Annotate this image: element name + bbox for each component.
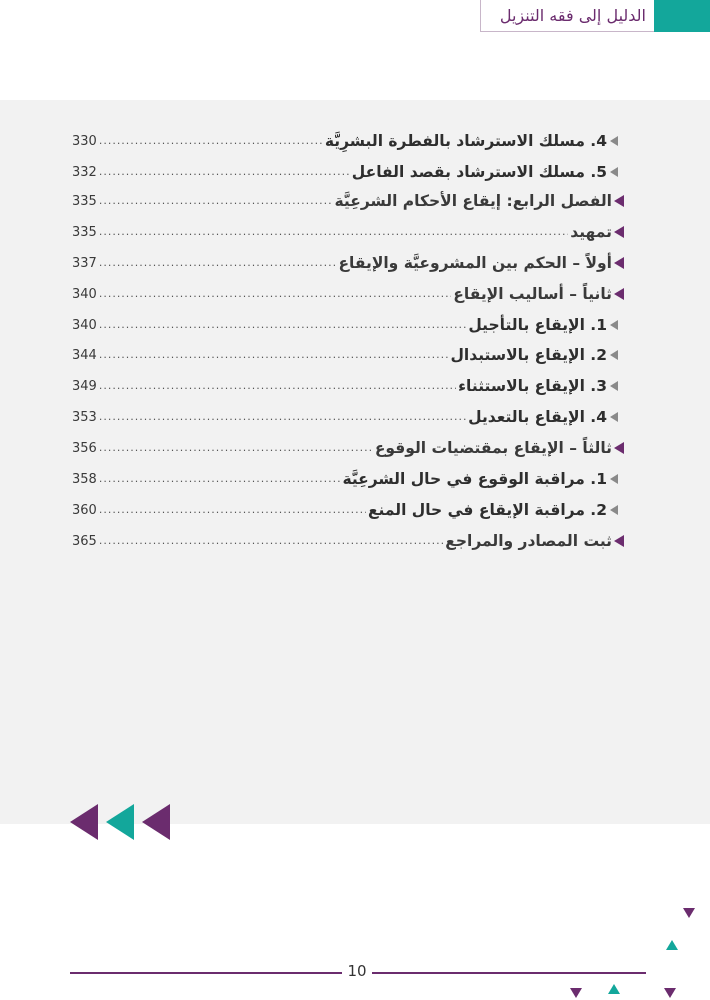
triangle-down-icon xyxy=(570,988,582,998)
leader-dots xyxy=(99,133,323,149)
leader-dots xyxy=(99,378,456,394)
leader-dots xyxy=(99,533,443,549)
toc-entry-page: 360 xyxy=(72,502,97,518)
toc-entry-title: 3. الإيقاع بالاستثناء xyxy=(458,377,607,395)
toc-entry-page: 356 xyxy=(72,440,97,456)
bullet-arrow-icon xyxy=(614,442,624,454)
toc-panel xyxy=(0,100,710,824)
toc-entry[interactable] xyxy=(72,340,624,370)
bullet-arrow-icon xyxy=(614,195,624,207)
toc-entry-title: ثالثاً – الإيقاع بمقتضيات الوقوع xyxy=(374,439,612,457)
toc-entry-title: تمهيد xyxy=(570,223,612,241)
leader-dots xyxy=(99,440,373,456)
footer-rule-right xyxy=(372,972,646,974)
toc-entry-page: 340 xyxy=(72,317,97,333)
toc-entry-title: ثبت المصادر والمراجع xyxy=(445,532,612,550)
toc-entry[interactable] xyxy=(72,157,624,187)
bullet-arrow-icon xyxy=(610,505,618,515)
toc-entry-title: 5. مسلك الاسترشاد بقصد الفاعل xyxy=(351,163,607,181)
toc-entry-page: 353 xyxy=(72,409,97,425)
toc-entry[interactable] xyxy=(72,248,624,278)
leader-dots xyxy=(99,224,568,240)
toc-entry[interactable] xyxy=(72,433,624,463)
toc-entry-page: 365 xyxy=(72,533,97,549)
bullet-arrow-icon xyxy=(610,350,618,360)
decorative-arrows xyxy=(70,804,180,842)
toc-entry-title: 4. الإيقاع بالتعديل xyxy=(468,408,607,426)
bullet-arrow-icon xyxy=(614,535,624,547)
toc-entry-title: 2. مراقبة الإيقاع في حال المنع xyxy=(367,501,607,519)
bullet-arrow-icon xyxy=(610,381,618,391)
toc-entry-page: 340 xyxy=(72,286,97,302)
toc-entry-title: 4. مسلك الاسترشاد بالفطرة البشرِيَّة xyxy=(324,132,607,150)
leader-dots xyxy=(99,502,366,518)
triangle-down-icon xyxy=(683,908,695,918)
bullet-arrow-icon xyxy=(614,288,624,300)
arrow-left-icon xyxy=(70,804,98,840)
toc-entry[interactable] xyxy=(72,126,624,156)
toc-entry-page: 335 xyxy=(72,193,97,209)
running-header-title: الدليل إلى فقه التنزيل xyxy=(499,6,646,25)
arrow-left-icon xyxy=(106,804,134,840)
toc-entry-title: 2. الإيقاع بالاستبدال xyxy=(450,346,607,364)
page-header xyxy=(0,0,710,32)
leader-dots xyxy=(99,286,451,302)
header-divider-vertical xyxy=(480,0,481,32)
triangle-up-icon xyxy=(608,984,620,994)
toc-entry[interactable] xyxy=(72,402,624,432)
leader-dots xyxy=(99,471,341,487)
toc-entry-page: 335 xyxy=(72,224,97,240)
bullet-arrow-icon xyxy=(610,412,618,422)
header-accent-block xyxy=(654,0,710,32)
page-number: 10 xyxy=(347,962,367,980)
arrow-left-icon xyxy=(142,804,170,840)
toc-entry-title: 1. الإيقاع بالتأجيل xyxy=(468,316,607,334)
bullet-arrow-icon xyxy=(610,320,618,330)
toc-entry[interactable] xyxy=(72,495,624,525)
toc-entry[interactable] xyxy=(72,186,624,216)
toc-entry-title: ثانياً – أساليب الإيقاع xyxy=(453,285,612,303)
toc-entry[interactable] xyxy=(72,279,624,309)
toc-entry[interactable] xyxy=(72,217,624,247)
toc-entry-page: 332 xyxy=(72,164,97,180)
toc-entry-title: أولاً – الحكم بين المشروعيَّة والإيقاع xyxy=(338,254,612,272)
triangle-up-icon xyxy=(666,940,678,950)
toc-entry[interactable] xyxy=(72,464,624,494)
header-divider-line xyxy=(480,31,654,32)
leader-dots xyxy=(99,409,466,425)
bullet-arrow-icon xyxy=(610,474,618,484)
leader-dots xyxy=(99,347,449,363)
leader-dots xyxy=(99,164,350,180)
leader-dots xyxy=(99,317,467,333)
bullet-arrow-icon xyxy=(610,136,618,146)
footer-rule-left xyxy=(70,972,342,974)
toc-entry-title: 1. مراقبة الوقوع في حال الشرعِيَّة xyxy=(342,470,607,488)
bullet-arrow-icon xyxy=(614,226,624,238)
bullet-arrow-icon xyxy=(610,167,618,177)
toc-entry[interactable] xyxy=(72,371,624,401)
toc-entry-page: 330 xyxy=(72,133,97,149)
triangle-down-icon xyxy=(664,988,676,998)
leader-dots xyxy=(99,255,337,271)
toc-entry[interactable] xyxy=(72,526,624,556)
toc-entry-page: 349 xyxy=(72,378,97,394)
toc-entry[interactable] xyxy=(72,310,624,340)
toc-entry-page: 344 xyxy=(72,347,97,363)
toc-entry-page: 337 xyxy=(72,255,97,271)
bullet-arrow-icon xyxy=(614,257,624,269)
toc-entry-page: 358 xyxy=(72,471,97,487)
leader-dots xyxy=(99,193,333,209)
toc-entry-title: الفصل الرابع: إيقاع الأحكام الشرعِيَّة xyxy=(334,192,612,210)
